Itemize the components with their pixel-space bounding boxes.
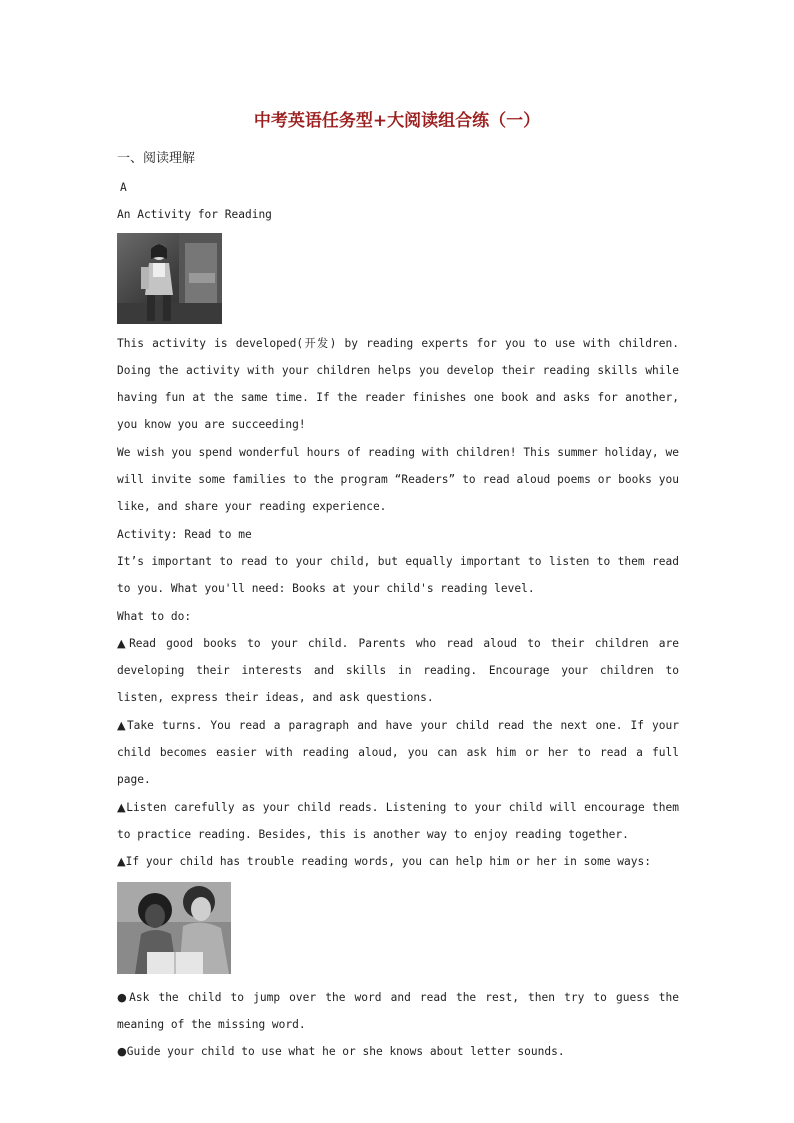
passage-content	[117, 174, 679, 1065]
triangle-icon: ▲	[117, 800, 127, 814]
paragraph-1: This activity is developed(开发) by reading experts for you to use with children. Doing the activity with your children helps you develop their reading skills while having fun at the same time. If the reader finishes one book and asks for another, you know you are succeeding!	[117, 336, 679, 432]
bullet-item: ▲Take turns. You read a paragraph and have your child read the next one. If your child becomes easier with reading aloud, you can ask him or her to read a full page.	[117, 718, 679, 787]
circle-item: ●Guide your child to use what he or she knows about letter sounds.	[117, 1045, 565, 1059]
bullet-item: ▲Listen carefully as your child reads. Listening to your child will encourage them to practice reading. Besides, this is another way to enjoy reading together.	[117, 800, 680, 841]
paragraph-4: It’s important to read to your child, but equally important to listen to them read to you. What you'll need: Books at your child's reading level.	[117, 554, 679, 596]
triangle-icon: ▲	[117, 636, 130, 650]
triangle-icon: ▲	[117, 718, 127, 732]
passage-title: An Activity for Reading	[117, 208, 272, 222]
activity-heading: Activity: Read to me	[117, 527, 252, 541]
passage-label: A	[120, 181, 127, 194]
paragraph-2: We wish you spend wonderful hours of reading with children! This summer holiday, we will invite some families to the program “Readers” to read aloud poems or books you like, and share your reading experience.	[117, 445, 679, 514]
speaker-photo	[117, 233, 222, 324]
page-title: 中考英语任务型+大阅读组合练（一）	[253, 111, 541, 131]
circle-icon: ●	[117, 1045, 127, 1059]
circle-item: ●Ask the child to jump over the word and read the rest, then try to guess the meaning of the missing word.	[117, 990, 679, 1031]
section-heading: 一、阅读理解	[117, 151, 196, 166]
circle-icon: ●	[117, 990, 130, 1004]
triangle-icon: ▲	[117, 855, 126, 869]
reading-together-photo	[117, 882, 231, 974]
what-to-do-heading: What to do:	[117, 609, 192, 623]
bullet-item: ▲If your child has trouble reading words, you can help him or her in some ways:	[117, 855, 651, 869]
bullet-item: ▲Read good books to your child. Parents who read aloud to their children are developing their interests and skills in reading. Encourage your children to listen, express their ideas, and ask questions.	[117, 636, 679, 705]
